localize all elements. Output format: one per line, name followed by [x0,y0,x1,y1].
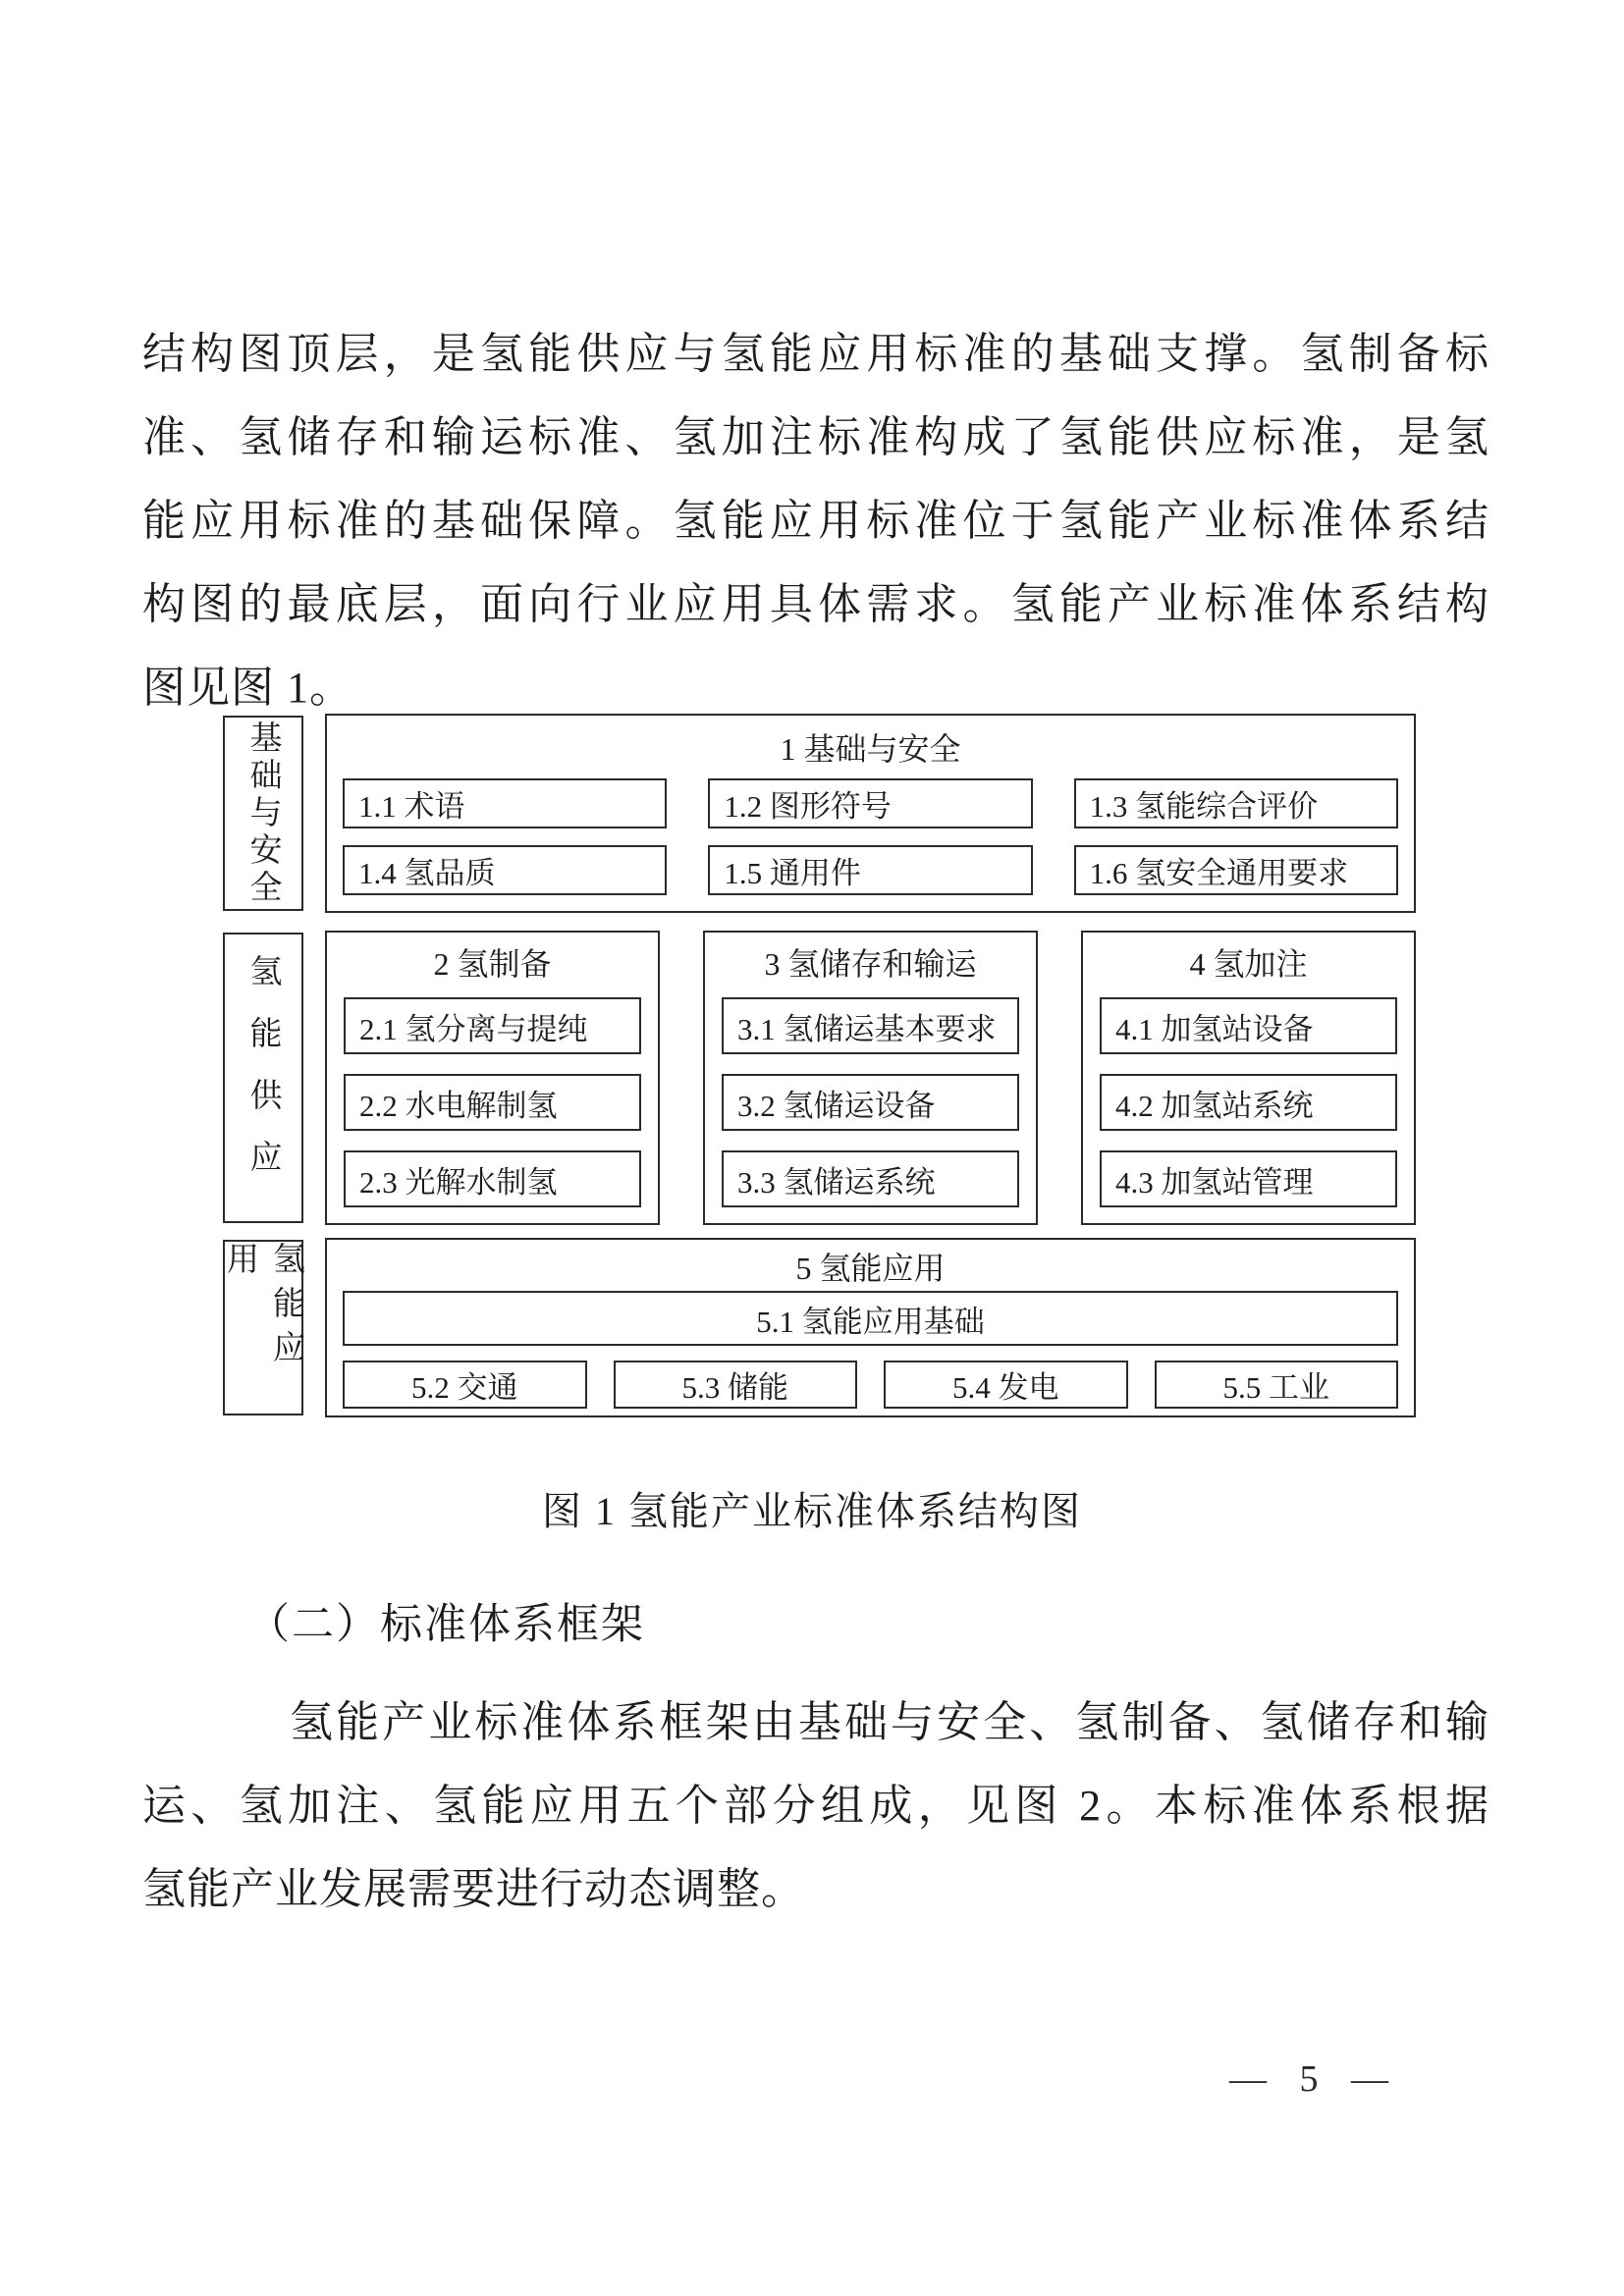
column-items [1100,997,1397,1207]
column-items [344,997,641,1207]
page-number: — 5 — [1229,2058,1388,2100]
column-title: 4 氢加注 [1189,946,1308,982]
item-box: 2.1 氢分离与提纯 [344,997,641,1054]
section-title: 1 基础与安全 [780,731,961,767]
text-line: 氢能产业标准体系框架由基础与安全、氢制备、氢储存和输 [290,1698,1489,1746]
foundation-items-grid [343,778,1398,895]
figure-row-hydrogen-supply [223,931,1416,1225]
item-box: 4.3 加氢站管理 [1100,1150,1397,1207]
item-box: 5.2 交通 [343,1361,587,1409]
section-heading: （二）标准体系框架 [247,1602,645,1648]
item-box: 5.3 储能 [614,1361,858,1409]
figure-1-diagram [223,714,1416,1417]
item-box: 5.4 发电 [884,1361,1128,1409]
application-items-row [343,1361,1398,1409]
text-line: 能应用标准的基础保障。氢能应用标准位于氢能产业标准体系结 [142,497,1489,545]
side-label-text: 氢能应用 [222,1242,303,1374]
figure-caption: 图 1 氢能产业标准体系结构图 [542,1489,1082,1533]
item-box: 5.5 工业 [1155,1361,1399,1409]
supply-columns [325,931,1416,1225]
section-box-hydrogen-application [325,1238,1416,1417]
item-box: 1.5 通用件 [708,845,1032,895]
section-title: 5 氢能应用 [795,1251,946,1286]
item-box: 3.3 氢储运系统 [722,1150,1019,1207]
side-label-box-hydrogen-application [223,1240,303,1415]
item-box: 1.6 氢安全通用要求 [1074,845,1398,895]
item-box: 1.1 术语 [343,778,667,828]
text-line: 氢能产业发展需要进行动态调整。 [142,1865,805,1913]
column-title: 3 氢储存和输运 [764,946,977,982]
item-box: 1.4 氢品质 [343,845,667,895]
item-box: 4.2 加氢站系统 [1100,1074,1397,1131]
section-box-foundation-safety [325,714,1416,913]
text-line: 构图的最底层，面向行业应用具体需求。氢能产业标准体系结构 [142,580,1489,628]
side-label-box-hydrogen-supply [223,933,303,1223]
paragraph-framework [142,1681,1489,1931]
column-box-production [325,931,660,1225]
side-label-box-foundation-safety [223,716,303,911]
item-box-application-base: 5.1 氢能应用基础 [343,1291,1398,1346]
column-box-storage-transport [703,931,1038,1225]
item-box: 3.1 氢储运基本要求 [722,997,1019,1054]
item-box: 1.2 图形符号 [708,778,1032,828]
text-line: 结构图顶层，是氢能供应与氢能应用标准的基础支撑。氢制备标 [142,330,1489,378]
item-box: 3.2 氢储运设备 [722,1074,1019,1131]
item-box: 4.1 加氢站设备 [1100,997,1397,1054]
figure-row-hydrogen-application [223,1238,1416,1417]
figure-row-foundation-safety [223,714,1416,913]
side-label-text: 氢能供应 [244,954,281,1201]
item-box: 2.2 水电解制氢 [344,1074,641,1131]
side-label-text: 基础与安全 [244,720,281,907]
column-items [722,997,1019,1207]
column-box-refueling [1081,931,1416,1225]
column-title: 2 氢制备 [433,946,552,982]
text-line: 图见图 1。 [142,664,353,712]
paragraph-opening [142,312,1489,729]
item-box: 2.3 光解水制氢 [344,1150,641,1207]
text-line: 准、氢储存和输运标准、氢加注标准构成了氢能供应标准，是氢 [142,413,1489,461]
text-line: 运、氢加注、氢能应用五个部分组成，见图 2。本标准体系根据 [142,1782,1489,1830]
item-box: 1.3 氢能综合评价 [1074,778,1398,828]
